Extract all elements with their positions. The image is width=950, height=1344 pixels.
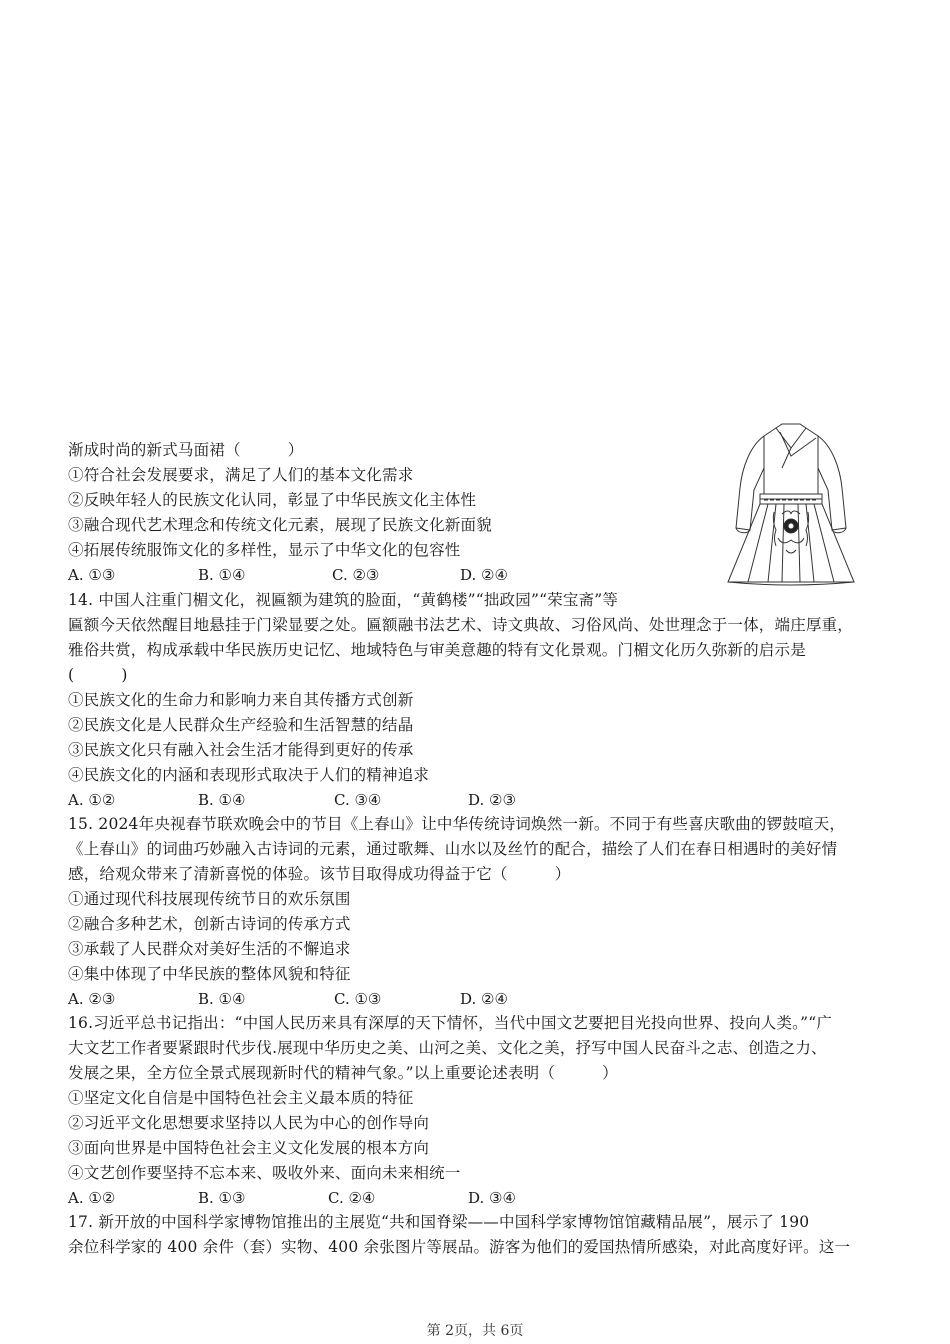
q13-option-a: A. ①③ — [68, 566, 116, 584]
q13-option-c: C. ②③ — [332, 566, 380, 584]
q15-statement-2: ②融合多种艺术，创新古诗词的传承方式 — [68, 915, 351, 933]
q16-statement-1: ①坚定文化自信是中国特色社会主义最本质的特征 — [68, 1089, 414, 1107]
q16-option-d: D. ③④ — [468, 1189, 516, 1207]
q15-line-1: 15. 2024年央视春节联欢晚会中的节目《上春山》让中华传统诗词焕然一新。不同于有些喜庆歌曲的锣鼓喧天， — [68, 815, 846, 833]
q13-statement-3: ③融合现代艺术理念和传统文化元素，展现了民族文化新面貌 — [68, 516, 492, 534]
q16-statement-3: ③面向世界是中国特色社会主义文化发展的根本方向 — [68, 1139, 430, 1157]
q15-statement-4: ④集中体现了中华民族的整体风貌和特征 — [68, 965, 351, 983]
q13-statement-1: ①符合社会发展要求，满足了人们的基本文化需求 — [68, 466, 414, 484]
q15-line-3: 感，给观众带来了清新喜悦的体验。该节目取得成功得益于它（ ） — [68, 865, 571, 883]
q16-option-c: C. ②④ — [328, 1189, 376, 1207]
q13-option-b: B. ①④ — [198, 566, 246, 584]
q14-statement-4: ④民族文化的内涵和表现形式取决于人们的精神追求 — [68, 766, 430, 784]
q14-option-b: B. ①④ — [198, 791, 246, 809]
q15-option-b: B. ①④ — [198, 990, 246, 1008]
q16-line-3: 发展之果，全方位全景式展现新时代的精神气象。”以上重要论述表明（ ） — [68, 1064, 618, 1082]
q16-option-a: A. ①② — [68, 1189, 116, 1207]
q14-line-1: 14. 中国人注重门楣文化，视匾额为建筑的脸面，“黄鹤楼”“拙政园”“荣宝斋”等 — [68, 591, 619, 609]
q15-option-a: A. ②③ — [68, 990, 116, 1008]
q15-statement-3: ③承载了人民群众对美好生活的不懈追求 — [68, 940, 351, 958]
q16-line-2: 大文艺工作者要紧跟时代步伐.展现中华历史之美、山河之美、文化之美，抒写中国人民奋斗之志、创造之力、 — [68, 1039, 827, 1057]
q15-option-c: C. ①③ — [334, 990, 382, 1008]
q14-statement-2: ②民族文化是人民群众生产经验和生活智慧的结晶 — [68, 716, 414, 734]
q14-line-4: ( ) — [68, 666, 128, 684]
mamianqun-dress-illustration — [720, 418, 862, 590]
page-footer: 第 2页，共 6页 — [426, 1323, 524, 1339]
q14-statement-1: ①民族文化的生命力和影响力来自其传播方式创新 — [68, 691, 414, 709]
q14-option-d: D. ②③ — [468, 791, 516, 809]
q14-line-3: 雅俗共赏，构成承载中华民族历史记忆、地域特色与审美意趣的特有文化景观。门楣文化历久弥新的启示是 — [68, 641, 806, 659]
q16-option-b: B. ①③ — [198, 1189, 246, 1207]
q14-statement-3: ③民族文化只有融入社会生活才能得到更好的传承 — [68, 741, 414, 759]
q16-statement-4: ④文艺创作要坚持不忘本来、吸收外来、面向未来相统一 — [68, 1164, 461, 1182]
q13-stem: 渐成时尚的新式马面裙（ ） — [68, 441, 304, 459]
q13-option-d: D. ②④ — [460, 566, 508, 584]
q17-line-1: 17. 新开放的中国科学家博物馆推出的主展览“共和国脊梁——中国科学家博物馆馆藏精品展”，展示了 190 — [68, 1213, 810, 1231]
q14-option-c: C. ③④ — [334, 791, 382, 809]
q16-statement-2: ②习近平文化思想要求坚持以人民为中心的创作导向 — [68, 1114, 430, 1132]
q13-statement-2: ②反映年轻人的民族文化认同，彰显了中华民族文化主体性 — [68, 491, 477, 509]
q14-line-2: 匾额今天依然醒目地悬挂于门梁显要之处。匾额融书法艺术、诗文典故、习俗风尚、处世理念于一体，端庄厚重， — [68, 616, 854, 634]
q13-statement-4: ④拓展传统服饰文化的多样性，显示了中华文化的包容性 — [68, 541, 461, 559]
q15-statement-1: ①通过现代科技展现传统节日的欢乐氛围 — [68, 890, 351, 908]
q15-line-2: 《上春山》的词曲巧妙融入古诗词的元素，通过歌舞、山水以及丝竹的配合，描绘了人们在春日相遇时的美好情 — [68, 840, 838, 858]
q15-option-d: D. ②④ — [460, 990, 508, 1008]
q17-line-2: 余位科学家的 400 余件（套）实物、400 余张图片等展品。游客为他们的爱国热情所感染，对此高度好评。这一 — [68, 1238, 851, 1256]
q16-line-1: 16.习近平总书记指出：“中国人民历来具有深厚的天下情怀，当代中国文艺要把目光投向世界、投向人类。”“广 — [68, 1014, 833, 1032]
q14-option-a: A. ①② — [68, 791, 116, 809]
